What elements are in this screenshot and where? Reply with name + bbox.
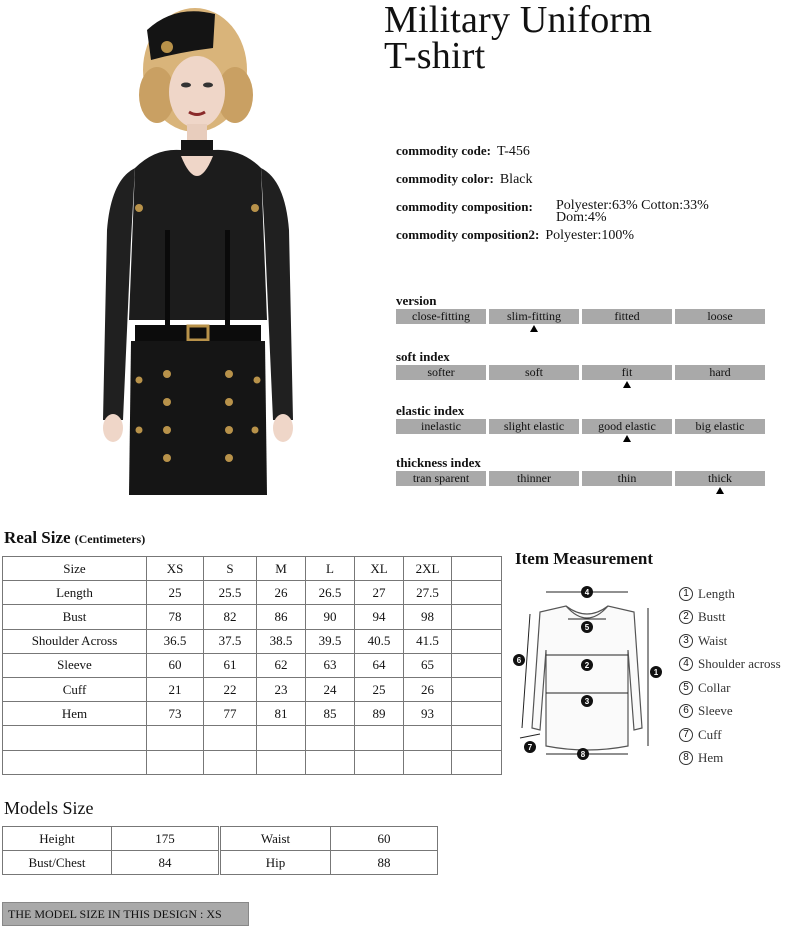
size-table-cell: 98 [404,605,452,629]
size-table-cell: 63 [306,653,355,677]
size-table-cell: 26 [404,677,452,701]
size-table-cell [355,726,404,750]
commodity-code [396,143,530,160]
size-table-cell [452,557,502,581]
svg-text:1: 1 [653,668,659,677]
svg-text:3: 3 [584,697,590,706]
size-table-cell [355,750,404,774]
size-table-cell: 85 [306,702,355,726]
size-table-row [3,581,502,605]
size-table-cell [404,726,452,750]
scale-label: soft index [396,349,450,364]
size-table-cell [452,702,502,726]
height-value: 175 [112,827,219,851]
scale-option: good elastic [582,419,672,434]
size-table-cell: 25.5 [204,581,257,605]
legend-number-icon: 1 [679,587,693,601]
size-table-cell: 2XL [404,557,452,581]
legend-number-icon: 3 [679,634,693,648]
size-table-cell: 26.5 [306,581,355,605]
legend-item [679,700,781,724]
size-table-row [3,726,502,750]
size-table-row [3,702,502,726]
size-table-cell [452,750,502,774]
size-table-row [3,750,502,774]
scale-option: thick [675,471,765,486]
hip-value: 88 [331,851,438,875]
size-table-cell: Length [3,581,147,605]
selected-marker-icon [623,435,631,442]
scale-option: fit [582,365,672,380]
legend-label: Length [698,585,735,601]
product-title-line2: T-shirt [384,35,486,77]
size-table-cell: 64 [355,653,404,677]
size-table-cell: 22 [204,677,257,701]
size-table-cell: 25 [355,677,404,701]
legend-label: Cuff [698,726,722,742]
models-size-table-left [2,826,219,875]
size-table-cell: Shoulder Across [3,629,147,653]
selected-marker-icon [716,487,724,494]
size-table-cell: Sleeve [3,653,147,677]
commodity-composition-label: commodity composition: [396,199,533,214]
legend-label: Hem [698,750,724,766]
commodity-color [396,171,533,188]
height-label: Height [3,827,112,851]
size-table-cell [204,726,257,750]
size-table-cell: 39.5 [306,629,355,653]
size-table-cell: 41.5 [404,629,452,653]
size-table-cell [147,750,204,774]
size-table-cell: 23 [257,677,306,701]
size-table-cell: L [306,557,355,581]
scale-option: slim-fitting [489,309,579,324]
scale-thickness-index [396,455,766,496]
legend-item [679,582,781,606]
scale-option: loose [675,309,765,324]
size-table-cell: 77 [204,702,257,726]
commodity-composition2 [396,227,634,244]
size-table-cell: XS [147,557,204,581]
legend-label: Collar [698,679,731,695]
hip-label: Hip [221,851,331,875]
legend-item [679,653,781,677]
scale-option: softer [396,365,486,380]
legend-item [679,747,781,771]
size-table-cell [3,726,147,750]
scale-option: inelastic [396,419,486,434]
bust-value: 84 [112,851,219,875]
legend-number-icon: 6 [679,704,693,718]
commodity-composition [396,198,786,225]
real-size-table [2,556,502,775]
real-size-title: Real Size [4,528,71,547]
product-photo [95,0,300,495]
size-table-cell [452,629,502,653]
scale-option: hard [675,365,765,380]
commodity-composition2-value: Polyester:100% [545,228,635,243]
size-table-cell: Cuff [3,677,147,701]
legend-item [679,676,781,700]
size-table-cell [257,750,306,774]
size-table-row [3,653,502,677]
size-table-cell: 78 [147,605,204,629]
size-table-cell: 37.5 [204,629,257,653]
legend-label: Bustt [698,609,726,625]
scale-label: version [396,293,437,308]
legend-number-icon: 4 [679,657,693,671]
size-table-cell [452,677,502,701]
legend-number-icon: 5 [679,681,693,695]
size-table-cell [204,750,257,774]
svg-text:2: 2 [584,661,590,670]
svg-text:5: 5 [584,623,590,632]
size-table-row [3,677,502,701]
commodity-composition-value-1: Polyester:63% Cotton:33% [556,198,709,213]
size-table-cell [147,726,204,750]
legend-label: Sleeve [698,703,733,719]
size-table-cell: Size [3,557,147,581]
size-table-cell: 86 [257,605,306,629]
models-size-heading: Models Size [4,798,94,818]
bust-label: Bust/Chest [3,851,112,875]
size-table-row [3,629,502,653]
size-table-cell: 73 [147,702,204,726]
legend-item [679,629,781,653]
size-table-cell: 61 [204,653,257,677]
scale-option: big elastic [675,419,765,434]
scale-soft-index [396,349,766,390]
size-table-cell: 81 [257,702,306,726]
size-table-cell: 60 [147,653,204,677]
size-table-cell: 36.5 [147,629,204,653]
size-table-cell: 25 [147,581,204,605]
svg-text:8: 8 [580,750,586,759]
size-table-cell: M [257,557,306,581]
waist-label: Waist [221,827,331,851]
legend-item [679,606,781,630]
size-table-cell: 62 [257,653,306,677]
size-table-cell: S [204,557,257,581]
scale-option: close-fitting [396,309,486,324]
commodity-color-label: commodity color: [396,171,494,186]
product-title [384,0,653,77]
commodity-color-value: Black [499,172,533,187]
svg-text:4: 4 [584,588,590,597]
legend-label: Shoulder across [698,656,781,672]
size-table-row [3,605,502,629]
size-table-cell [452,605,502,629]
real-size-heading [4,528,145,548]
size-table-cell [404,750,452,774]
size-table-cell: 24 [306,677,355,701]
svg-text:7: 7 [527,743,533,752]
commodity-composition-value-2: Dom:4% [556,210,607,225]
size-table-cell: 40.5 [355,629,404,653]
size-table-cell: 90 [306,605,355,629]
legend-number-icon: 7 [679,728,693,742]
scale-label: elastic index [396,403,465,418]
size-table-cell: 27 [355,581,404,605]
legend-item [679,723,781,747]
size-table-cell: Bust [3,605,147,629]
size-table-cell: 82 [204,605,257,629]
legend-number-icon: 2 [679,610,693,624]
size-table-cell [306,750,355,774]
scale-option: soft [489,365,579,380]
scale-version [396,293,766,334]
scale-option: thin [582,471,672,486]
svg-text:6: 6 [516,656,522,665]
scale-elastic-index [396,403,766,444]
scale-option: slight elastic [489,419,579,434]
size-table-cell [452,581,502,605]
model-size-note: THE MODEL SIZE IN THIS DESIGN : XS [2,902,249,926]
size-table-cell [452,653,502,677]
size-table-cell: 65 [404,653,452,677]
size-table-cell [257,726,306,750]
size-table-cell: 38.5 [257,629,306,653]
legend-label: Waist [698,632,728,648]
shirt-measurement-diagram [510,578,670,768]
size-table-cell: 21 [147,677,204,701]
size-table-cell: 94 [355,605,404,629]
size-table-header [3,557,502,581]
measurement-legend [679,582,781,770]
scale-option: thinner [489,471,579,486]
models-size-table-right [220,826,438,875]
scale-option: fitted [582,309,672,324]
size-table-cell [306,726,355,750]
commodity-code-label: commodity code: [396,143,491,158]
real-size-unit: (Centimeters) [74,532,146,546]
product-title-line1: Military Uniform [384,0,653,41]
selected-marker-icon [530,325,538,332]
commodity-code-value: T-456 [496,144,530,159]
commodity-composition2-label: commodity composition2: [396,227,540,242]
selected-marker-icon [623,381,631,388]
scale-label: thickness index [396,455,481,470]
size-table-cell: 27.5 [404,581,452,605]
size-table-cell [3,750,147,774]
legend-number-icon: 8 [679,751,693,765]
size-table-cell: XL [355,557,404,581]
size-table-cell: Hem [3,702,147,726]
size-table-cell: 89 [355,702,404,726]
size-table-cell: 26 [257,581,306,605]
waist-value: 60 [331,827,438,851]
scale-option: tran sparent [396,471,486,486]
size-table-cell [452,726,502,750]
size-table-cell: 93 [404,702,452,726]
item-measurement-heading: Item Measurement [515,549,654,568]
